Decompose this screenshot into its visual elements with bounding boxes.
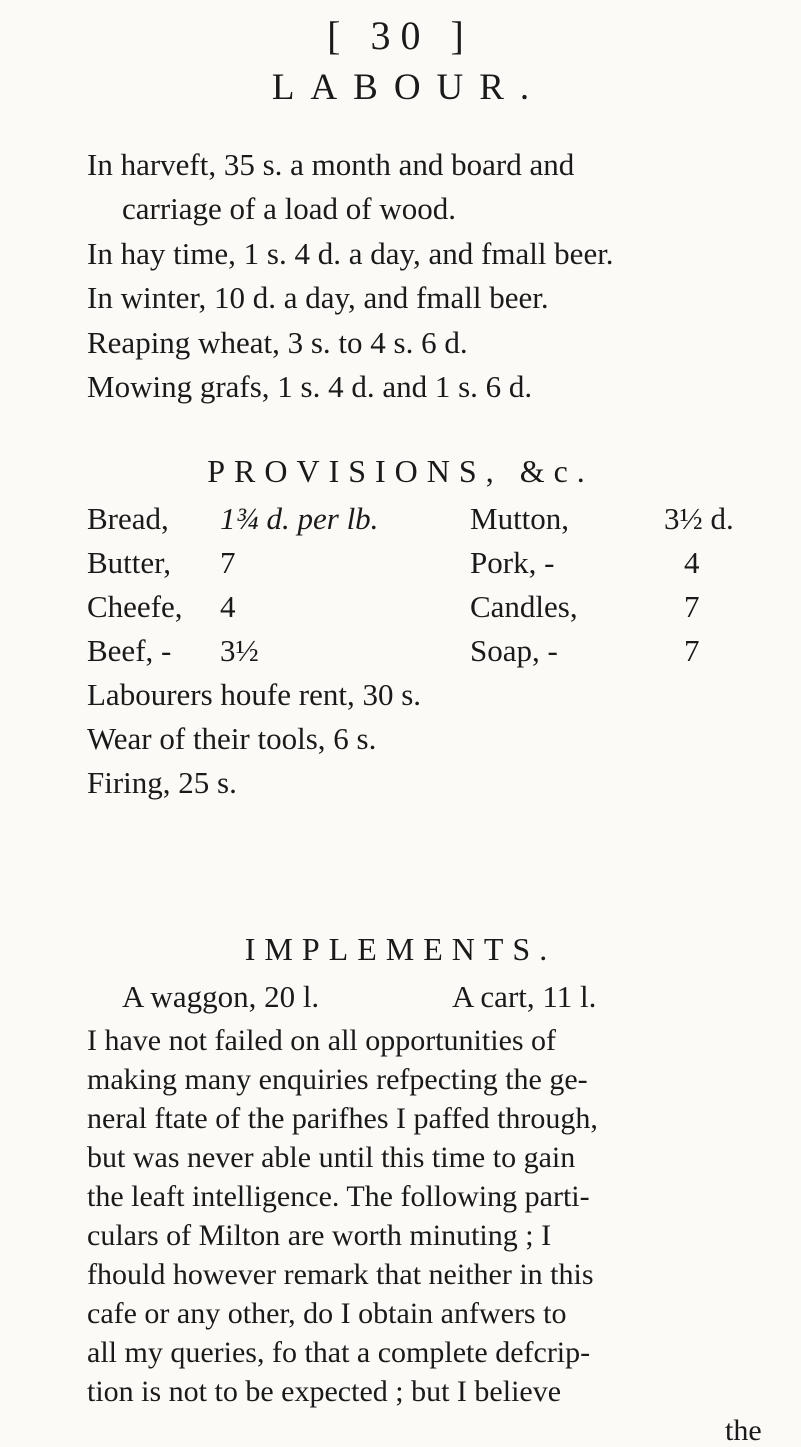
provision-name: Cheefe, <box>87 589 183 624</box>
labour-line: In winter, 10 d. a day, and fmall beer. <box>87 280 549 315</box>
provision-price: 4 <box>684 545 700 580</box>
provision-price: 3½ <box>220 633 259 668</box>
provision-name: Mutton, <box>470 501 570 536</box>
labour-line: In harveft, 35 s. a month and board and <box>87 147 575 182</box>
implement-waggon: A waggon, 20 l. <box>122 979 320 1014</box>
provision-price: 3½ d. <box>664 501 734 536</box>
provision-price: 7 <box>220 545 236 580</box>
provision-name: Pork, - <box>470 545 555 580</box>
paragraph-line: fhould however remark that neither in this <box>87 1258 594 1291</box>
paragraph-line: all my queries, fo that a complete defcrip- <box>87 1336 591 1369</box>
provision-extra-line: Firing, 25 s. <box>87 765 237 800</box>
labour-line: In hay time, 1 s. 4 d. a day, and fmall beer. <box>87 236 614 271</box>
catchword: the <box>725 1414 762 1447</box>
provision-price: 1¾ d. per lb. <box>220 501 379 536</box>
labour-line: carriage of a load of wood. <box>122 191 456 226</box>
provision-price: 7 <box>684 633 700 668</box>
provision-name: Beef, - <box>87 633 172 668</box>
paragraph-line: but was never able until this time to gain <box>87 1141 576 1174</box>
provision-price: 7 <box>684 589 700 624</box>
paragraph-line: cafe or any other, do I obtain anfwers to <box>87 1297 567 1330</box>
provision-name: Candles, <box>470 589 578 624</box>
provision-name: Soap, - <box>470 633 558 668</box>
labour-line: Reaping wheat, 3 s. to 4 s. 6 d. <box>87 325 468 360</box>
provision-price: 4 <box>220 589 236 624</box>
paragraph-line: culars of Milton are worth minuting ; I <box>87 1219 552 1252</box>
paragraph-line: neral ftate of the parifhes I paffed through, <box>87 1102 598 1135</box>
provision-extra-line: Wear of their tools, 6 s. <box>87 721 377 756</box>
paragraph-line: making many enquiries refpecting the ge- <box>87 1063 588 1096</box>
provisions-heading: PROVISIONS, &c. <box>207 453 594 489</box>
labour-line: Mowing grafs, 1 s. 4 d. and 1 s. 6 d. <box>87 369 533 404</box>
page-number: [ 30 ] <box>327 13 474 58</box>
provision-extra-line: Labourers houfe rent, 30 s. <box>87 677 422 712</box>
provision-name: Bread, <box>87 501 169 536</box>
paragraph-line: I have not failed on all opportunities of <box>87 1024 557 1057</box>
provision-name: Butter, <box>87 545 171 580</box>
implement-cart: A cart, 11 l. <box>452 979 597 1014</box>
paragraph-line: tion is not to be expected ; but I believe <box>87 1375 562 1408</box>
paragraph-line: the leaft intelligence. The following parti- <box>87 1180 590 1213</box>
labour-heading: LABOUR. <box>271 67 546 108</box>
implements-heading: IMPLEMENTS. <box>244 931 557 967</box>
